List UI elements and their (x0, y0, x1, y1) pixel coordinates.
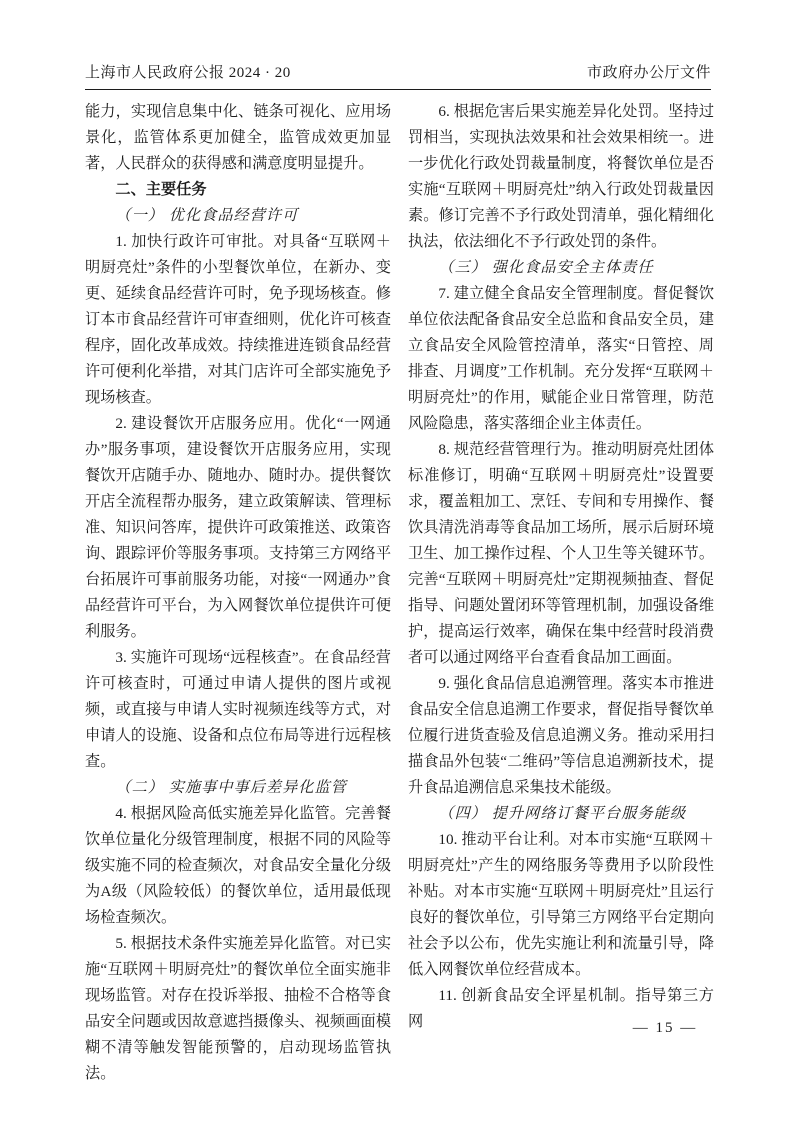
header-divider (85, 89, 711, 90)
document-body (85, 99, 714, 1087)
body-paragraph: 9. 强化食品信息追溯管理。落实本市推进食品安全信息追溯工作要求，督促指导餐饮单位履行进货查验及信息追溯义务。推动采用扫描食品外包装“二维码”等信息追溯新技术，提升食品追溯信息采集技术能级。 (408, 675, 714, 796)
body-paragraph: 7. 建立健全食品安全管理制度。督促餐饮单位依法配备食品安全总监和食品安全员，建立食品安全风险管控清单，落实“日管控、周排查、月调度”工作机制。充分发挥“互联网＋明厨亮灶”的作用，赋能企业日常管理，防范风险隐患，落实落细企业主体责任。 (408, 285, 714, 432)
body-paragraph: 能力，实现信息集中化、链条可视化、应用场景化，监管体系更加健全，监管成效更加显著，人民群众的获得感和满意度明显提升。 (85, 103, 391, 172)
body-paragraph: 5. 根据技术条件实施差异化监管。对已实施“互联网＋明厨亮灶”的餐饮单位全面实施非现场监管。对存在投诉举报、抽检不合格等食品安全问题或因故意遮挡摄像头、视频画面模糊不清等触发智能预警的，启动现场监管执法。 (85, 935, 391, 1082)
right-column (408, 99, 714, 1087)
doc-category: 市政府办公厅文件 (586, 65, 711, 81)
body-paragraph: 8. 规范经营管理行为。推动明厨亮灶团体标准修订，明确“互联网＋明厨亮灶”设置要求，覆盖粗加工、烹饪、专间和专用操作、餐饮具清洗消毒等食品加工场所，展示后厨环境卫生、加工操作过程、个人卫生等关键环节。完善“互联网＋明厨亮灶”定期视频抽查、督促指导、问题处置闭环等管理机制，加强设备维护，提高运行效率，确保在集中经营时段消费者可以通过网络平台查看食品加工画面。 (408, 441, 714, 666)
body-paragraph: 11. 创新食品安全评星机制。指导第三方网 (408, 987, 714, 1030)
page-header (85, 61, 711, 82)
section-heading: 二、主要任务 (115, 181, 207, 198)
body-paragraph: 10. 推动平台让利。对本市实施“互联网＋明厨亮灶”产生的网络服务等费用予以阶段性补贴。对本市实施“互联网＋明厨亮灶”且运行良好的餐饮单位，引导第三方网络平台定期向社会予以公布，优先实施让利和流量引导，降低入网餐饮单位经营成本。 (408, 831, 714, 978)
subsection-heading: （二） 实施事中事后差异化监管 (115, 779, 347, 796)
subsection-heading: （一） 优化食品经营许可 (115, 207, 299, 224)
body-paragraph: 1. 加快行政许可审批。对具备“互联网＋明厨亮灶”条件的小型餐饮单位，在新办、变更、延续食品经营许可时，免予现场核查。修订本市食品经营许可审查细则，优化许可核查程序，固化改革成效。持续推进连锁食品经营许可便利化举措，对其门店许可全部实施免予现场核查。 (85, 233, 391, 406)
body-paragraph: 2. 建设餐饮开店服务应用。优化“一网通办”服务事项，建设餐饮开店服务应用，实现餐饮开店随手办、随地办、随时办。提供餐饮开店全流程帮办服务，建立政策解读、管理标准、知识问答库，提供许可政策推送、政策咨询、跟踪评价等服务事项。支持第三方网络平台拓展许可事前服务功能，对接“一网通办”食品经营许可平台，为入网餐饮单位提供许可便利服务。 (85, 415, 391, 640)
subsection-heading: （四） 提升网络订餐平台服务能级 (438, 805, 686, 822)
body-paragraph: 4. 根据风险高低实施差异化监管。完善餐饮单位量化分级管理制度，根据不同的风险等级实施不同的检查频次，对食品安全量化分级为A级（风险较低）的餐饮单位，适用最低现场检查频次。 (85, 805, 391, 926)
gazette-title: 上海市人民政府公报 2024 · 20 (85, 65, 291, 81)
left-column (85, 99, 391, 1087)
page-number: — 15 — (632, 1020, 698, 1036)
body-paragraph: 3. 实施许可现场“远程核查”。在食品经营许可核查时，可通过申请人提供的图片或视频，或直接与申请人实时视频连线等方式，对申请人的设施、设备和点位布局等进行远程核查。 (85, 649, 391, 770)
body-paragraph: 6. 根据危害后果实施差异化处罚。坚持过罚相当，实现执法效果和社会效果相统一。进一步优化行政处罚裁量制度，将餐饮单位是否实施“互联网＋明厨亮灶”纳入行政处罚裁量因素。修订完善不予行政处罚清单，强化精细化执法，依法细化不予行政处罚的条件。 (408, 103, 714, 250)
subsection-heading: （三） 强化食品安全主体责任 (438, 259, 654, 276)
